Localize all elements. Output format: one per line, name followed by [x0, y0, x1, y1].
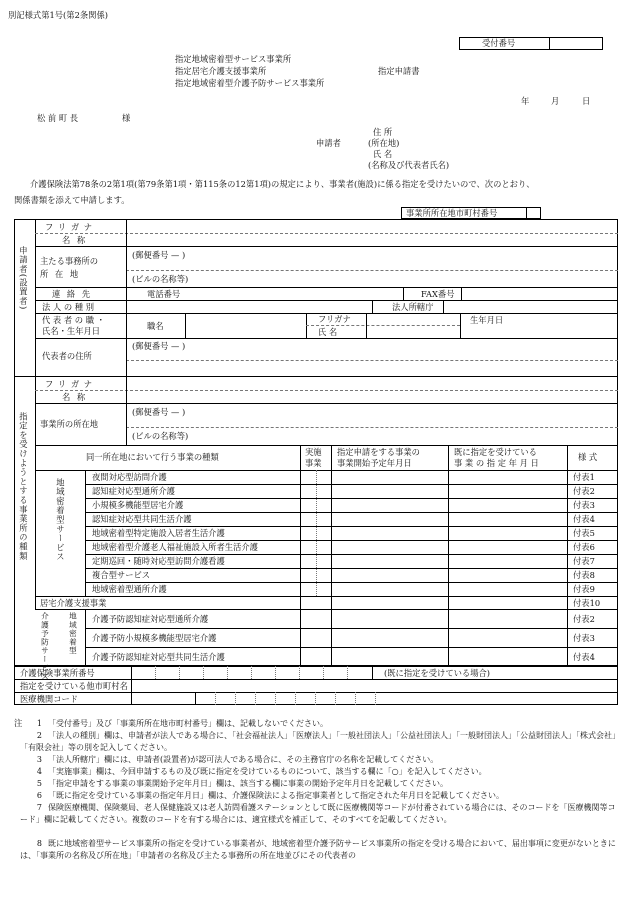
med-code-digit-cell[interactable]: [295, 692, 296, 705]
note-text: 「受付番号」及び「事業所所在地市町村番号」欄は、記載しないでください。: [48, 719, 328, 728]
muni-code-label: 事業所所在地市町村番号: [406, 208, 498, 218]
service-row-form: 付表3: [573, 500, 595, 510]
service-row-name: 介護予防認知症対応型通所介護: [92, 614, 209, 624]
recipient-type-2: 指定居宅介護支援事業所: [175, 66, 267, 76]
notes-label: 注: [14, 718, 23, 728]
med-code-digit-cell[interactable]: [375, 692, 376, 705]
ins-no-digit-cell[interactable]: [323, 666, 324, 679]
receipt-number-box: [459, 37, 603, 50]
impl-check-cell[interactable]: [316, 554, 317, 568]
note-text: 既に地域密着型サービス事業所の指定を受けている事業者が、地域密着型介護予防サービス事業所の指定を受ける場合において、届出事項に変更がないときには、「事業所の名称及び所在地」「申請者の名称及び主たる事務所の所在地並びにその代表者の: [20, 839, 616, 860]
service-row-form: 付表2: [573, 614, 595, 624]
note-text: 保険医療機関、保険薬局、老人保健施設又は老人訪問看護ステーションとして既に医療機関等コードが付番されている場合には、そのコードを「医療機関等コード」欄に記載してください。複数のコードを有する場合には、適宜様式を補正して、そのすべてを記載してください。: [20, 803, 616, 824]
row-divider: [85, 554, 618, 555]
row-divider: [85, 568, 618, 569]
ins-no-digit-cell[interactable]: [179, 666, 180, 679]
head-impl-2: 事業: [305, 458, 322, 468]
row-divider: [85, 628, 618, 629]
main-office-label: 主たる事務所の: [40, 256, 99, 266]
service-row-form: 付表4: [573, 652, 595, 662]
addressee: 松 前 町 長: [37, 113, 79, 123]
fac-furigana-label: フ リ ガ ナ: [45, 379, 94, 389]
note-number: 2: [36, 731, 42, 740]
note-item: [20, 730, 618, 754]
service-row-name: 夜間対応型訪問介護: [92, 472, 167, 482]
row-divider: [85, 484, 618, 485]
ins-no-digit-cell[interactable]: [347, 666, 348, 679]
postal-code-field[interactable]: (郵便番号 — ): [132, 250, 186, 260]
group2-label-b: 地域密着型: [68, 612, 78, 655]
ins-no-divider: [372, 666, 373, 679]
service-row-form: 付表1: [573, 472, 595, 482]
note-number: 1: [36, 719, 42, 728]
head-prev-1: 既に指定を受けている: [454, 447, 537, 457]
head-start-1: 指定申請をする事業の: [337, 447, 420, 457]
fac-address-label: 事業所の所在地: [40, 419, 99, 429]
service-row-name: 地域密着型介護老人福祉施設入所者生活介護: [92, 542, 258, 552]
rep-title-label: 代 表 者 の 職 ・: [42, 315, 105, 325]
head-start-2: 事業開始予定年月日: [337, 458, 412, 468]
note-text: 「実施事業」欄は、今回申請するもの及び既に指定を受けているものについて、該当する欄に「○」を記入してください。: [48, 767, 487, 776]
med-code-digit-cell[interactable]: [315, 692, 316, 705]
impl-check-cell[interactable]: [316, 582, 317, 596]
rep-name-label: 氏 名: [318, 327, 338, 337]
impl-check-cell[interactable]: [316, 568, 317, 582]
head-kind: 同一所在地において行う事業の種類: [86, 452, 219, 462]
row-divider: [85, 540, 618, 541]
note-item: [20, 778, 618, 790]
honorific: 様: [122, 113, 131, 123]
service-row-name: 介護予防小規模多機能型居宅介護: [92, 633, 217, 643]
intro-line-2: 関係書類を添えて申請します。: [14, 195, 130, 205]
date-month: 月: [551, 96, 560, 106]
head-prev-2: 事 業 の 指 定 年 月 日: [454, 458, 539, 468]
impl-check-cell[interactable]: [316, 484, 317, 498]
med-code-digit-cell[interactable]: [335, 692, 336, 705]
building-name-field[interactable]: (ビルの名称等): [132, 274, 189, 284]
rep-address-label: 代表者の住所: [42, 351, 92, 361]
ins-no-digit-cell[interactable]: [251, 666, 252, 679]
service-row-form: 付表8: [573, 570, 595, 580]
furigana-label: フ リ ガ ナ: [45, 222, 94, 232]
note-text: 「法人の種別」欄は、申請者が法人である場合に、「社会福祉法人」「医療法人」「一般社団法人」「公益社団法人」「一般財団法人」「公益財団法人」「株式会社」「有限会社」等の別を記入してください。: [20, 731, 616, 752]
service-row-name: 定期巡回・随時対応型訪問介護看護: [92, 556, 225, 566]
ins-no-digit-cell[interactable]: [203, 666, 204, 679]
date-day: 日: [582, 96, 591, 106]
impl-check-cell[interactable]: [316, 526, 317, 540]
row-divider: [85, 512, 618, 513]
impl-check-cell[interactable]: [316, 512, 317, 526]
note-number: 6: [36, 791, 42, 800]
form-id: 別記様式第1号(第2条関係): [8, 10, 109, 20]
fac-name-label: 名 称: [62, 392, 88, 402]
phone-label: 電話番号: [147, 289, 181, 299]
fax-label: FAX番号: [421, 289, 455, 299]
section-facility: 指定を受けようとする事業所の種類: [18, 412, 29, 561]
rep-postal-field[interactable]: (郵便番号 — ): [132, 341, 186, 351]
form-title: 指定申請書: [378, 66, 420, 76]
service-row-form: 付表5: [573, 528, 595, 538]
group2-label-a: 介護予防サービス: [40, 612, 50, 681]
applicant-name-sub: (名称及び代表者氏名): [368, 160, 450, 170]
home-care-form: 付表10: [573, 598, 601, 608]
intro-line-1: 介護保険法第78条の2第1項(第79条第1項・第115条の12第1項)の規定により、事業者(施設)に係る指定を受けたいので、次のとおり、: [30, 179, 535, 189]
service-row-name: 介護予防認知症対応型共同生活介護: [92, 652, 225, 662]
recipient-type-3: 指定地域密着型介護予防サービス事業所: [175, 78, 325, 88]
med-code-label: 医療機関コード: [20, 694, 79, 704]
note-number: 8: [36, 839, 42, 848]
service-row-name: 複合型サービス: [92, 570, 151, 580]
service-row-name: 認知症対応型共同生活介護: [92, 514, 192, 524]
note-item: [20, 838, 618, 862]
name-label: 名 称: [62, 235, 88, 245]
date-year: 年: [521, 96, 530, 106]
applicant-label: 申請者: [316, 138, 341, 148]
med-code-digit-cell[interactable]: [235, 692, 236, 705]
recipient-type-1: 指定地域密着型サービス事業所: [175, 54, 292, 64]
service-row-form: 付表3: [573, 633, 595, 643]
rep-furigana-label: フリガナ: [318, 314, 351, 324]
ins-no-digit-cell[interactable]: [299, 666, 300, 679]
contact-label: 連 絡 先: [52, 289, 93, 299]
note-item: [20, 802, 618, 826]
row-divider: [85, 526, 618, 527]
receipt-number-label: 受付番号: [482, 38, 516, 48]
note-item: [20, 790, 618, 802]
med-code-digit-cell[interactable]: [215, 692, 216, 705]
head-style: 様 式: [578, 452, 598, 462]
impl-check-cell[interactable]: [316, 498, 317, 512]
service-row-name: 認知症対応型通所介護: [92, 486, 175, 496]
corp-office-label: 法人所轄庁: [392, 302, 434, 312]
head-impl-1: 実施: [305, 447, 322, 457]
service-row-name: 小規模多機能型居宅介護: [92, 500, 184, 510]
row-divider: [85, 647, 618, 648]
applicant-address: 住 所: [373, 127, 393, 137]
service-row-form: 付表7: [573, 556, 595, 566]
note-text: 「指定申請をする事業の事業開始予定年月日」欄は、該当する欄に事業の開始予定年月日を記載してください。: [48, 779, 448, 788]
corp-type-label: 法 人 の 種 別: [42, 302, 95, 312]
service-row-name: 地域密着型通所介護: [92, 584, 167, 594]
other-muni-label: 指定を受けている他市町村名: [20, 681, 128, 691]
service-row-form: 付表9: [573, 584, 595, 594]
fac-building-field[interactable]: (ビルの名称等): [132, 431, 189, 441]
group1-label: 地域密着型サービス: [55, 478, 66, 562]
ins-no-digit-cell[interactable]: [155, 666, 156, 679]
note-number: 3: [36, 755, 42, 764]
service-row-name: 地域密着型特定施設入居者生活介護: [92, 528, 225, 538]
med-code-digit-cell[interactable]: [355, 692, 356, 705]
note-text: 「法人所轄庁」欄には、申請者(設置者)が認可法人である場合に、その主務官庁の名称を記載してください。: [48, 755, 439, 764]
impl-check-cell[interactable]: [316, 470, 317, 484]
fac-postal-field[interactable]: (郵便番号 — ): [132, 407, 186, 417]
ins-no-label: 介護保険事業所番号: [20, 668, 95, 678]
med-code-divider: [195, 692, 196, 705]
ins-no-digit-cell[interactable]: [275, 666, 276, 679]
service-row-form: 付表6: [573, 542, 595, 552]
note-number: 5: [36, 779, 42, 788]
row-divider: [85, 498, 618, 499]
dob-label: 生年月日: [470, 315, 504, 325]
section-applicant: 申請者(設置者): [18, 246, 29, 311]
ins-no-digit-cell[interactable]: [227, 666, 228, 679]
note-item: [20, 754, 618, 766]
med-code-digit-cell[interactable]: [275, 692, 276, 705]
impl-check-cell[interactable]: [316, 540, 317, 554]
service-row-form: 付表2: [573, 486, 595, 496]
applicant-address-sub: (所在地): [368, 138, 400, 148]
note-item: [20, 766, 618, 778]
location-label: 所 在 地: [40, 269, 81, 279]
note-item: [20, 718, 618, 730]
applicant-name: 氏 名: [373, 149, 393, 159]
note-number: 4: [36, 767, 42, 776]
home-care-name: 居宅介護支援事業: [40, 598, 107, 608]
ins-no-note: (既に指定を受けている場合): [384, 668, 491, 678]
note-text: 「既に指定を受けている事業の指定年月日」欄は、介護保険法による指定事業者として指定された年月日を記載してください。: [48, 791, 504, 800]
med-code-digit-cell[interactable]: [255, 692, 256, 705]
row-divider: [85, 582, 618, 583]
position-label: 職名: [147, 321, 164, 331]
service-row-form: 付表4: [573, 514, 595, 524]
note-number: 7: [36, 803, 42, 812]
rep-name-dob-label: 氏名・生年月日: [42, 326, 101, 336]
